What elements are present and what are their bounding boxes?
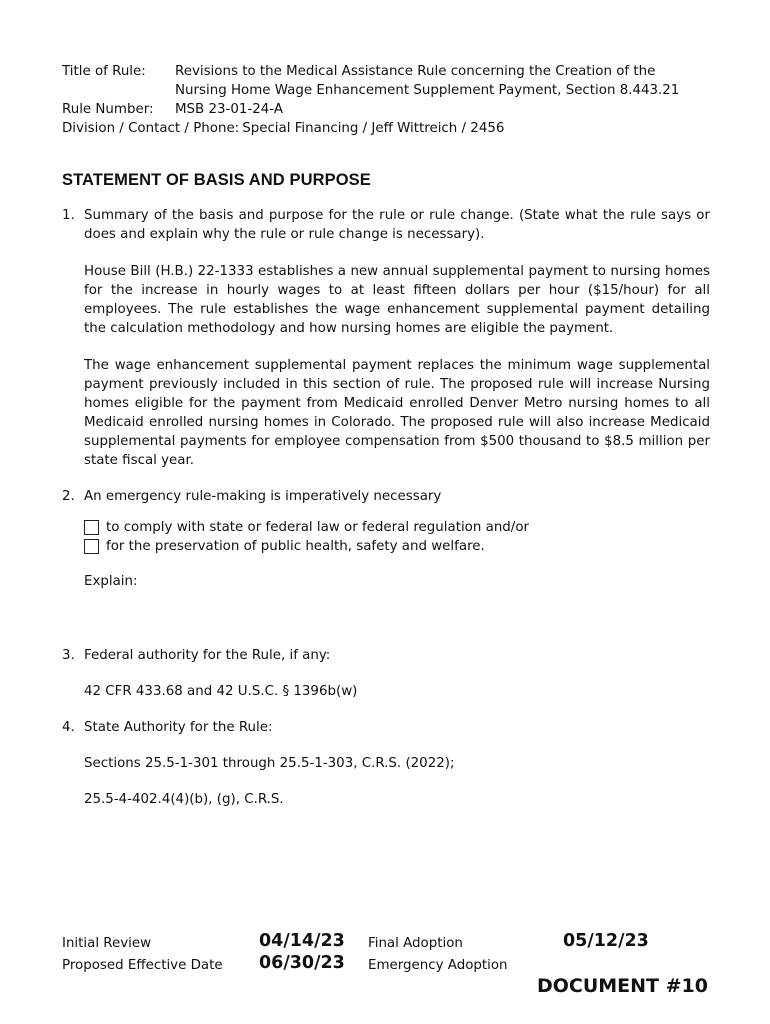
item-text: An emergency rule-making is imperatively necessary <box>84 489 442 504</box>
footer-row <box>62 955 710 977</box>
proposed-effective-label: Proposed Effective Date <box>62 958 223 973</box>
division-row <box>62 119 710 138</box>
document-number: DOCUMENT #10 <box>536 975 708 997</box>
rule-document <box>62 62 710 809</box>
public-health-checkbox[interactable] <box>84 539 99 554</box>
item-text: State Authority for the Rule: <box>84 720 273 735</box>
checkbox-label: to comply with state or federal law or federal regulation and/or <box>106 520 530 535</box>
list-item <box>62 206 710 470</box>
comply-law-checkbox[interactable] <box>84 520 99 535</box>
checkbox-label: for the preservation of public health, safety and welfare. <box>106 539 485 554</box>
list-item <box>62 487 710 635</box>
federal-authority-value: 42 CFR 433.68 and 42 U.S.C. § 1396b(w) <box>84 684 358 699</box>
final-adoption-date: 05/12/23 <box>563 931 649 951</box>
rule-number-row <box>62 100 710 119</box>
paragraph: The wage enhancement supplemental payment replaces the minimum wage supplemental payment previously included in this section of rule. The proposed rule will increase Nursing homes eligible for the payment from Medicaid enrolled Denver Metro nursing homes to all Medicaid enrolled nursing homes in Colorado. The proposed rule will also increase Medicaid supplemental payments for employee compensation from $500 thousand to $8.5 million per state fiscal year. <box>84 358 710 468</box>
title-row <box>62 62 710 100</box>
item-number: 2. <box>62 489 75 504</box>
title-label: Title of Rule: <box>62 64 146 79</box>
item-number: 1. <box>62 208 75 223</box>
state-authority-value: Sections 25.5-1-301 through 25.5-1-303, C.R.S. (2022); <box>84 756 455 771</box>
proposed-effective-date: 06/30/23 <box>259 953 345 973</box>
rule-number-label: Rule Number: <box>62 102 154 117</box>
footer-row <box>62 933 710 955</box>
rule-number-value: MSB 23-01-24-A <box>175 102 283 117</box>
review-dates-footer <box>62 933 710 977</box>
item-text: Summary of the basis and purpose for the rule or rule change. (State what the rule says or does and explain why the rule or rule change is necessary). <box>84 208 710 242</box>
explain-label: Explain: <box>84 574 138 589</box>
item-text: Federal authority for the Rule, if any: <box>84 648 331 663</box>
title-value: Revisions to the Medical Assistance Rule concerning the Creation of the Nursing Home Wage Enhancement Supplement Payment, Section 8.443.21 <box>175 64 680 98</box>
checkbox-row <box>84 518 710 537</box>
state-authority-value: 25.5-4-402.4(4)(b), (g), C.R.S. <box>84 792 284 807</box>
item-number: 3. <box>62 648 75 663</box>
section-heading: STATEMENT OF BASIS AND PURPOSE <box>62 171 371 189</box>
initial-review-label: Initial Review <box>62 936 152 951</box>
list-item <box>62 718 710 809</box>
paragraph: House Bill (H.B.) 22-1333 establishes a new annual supplemental payment to nursing homes for the increase in hourly wages to at least fifteen dollars per hour ($15/hour) for all employees. The rule establishes the wage enhancement supplemental payment detailing the calculation methodology and how nursing homes are eligible the payment. <box>84 264 710 336</box>
list-item <box>62 646 710 701</box>
division-label: Division / Contact / Phone: <box>62 121 240 136</box>
item-number: 4. <box>62 720 75 735</box>
division-value: Special Financing / Jeff Wittreich / 2456 <box>242 121 505 136</box>
emergency-adoption-label: Emergency Adoption <box>368 958 508 973</box>
checkbox-row <box>84 537 710 556</box>
initial-review-date: 04/14/23 <box>259 931 345 951</box>
final-adoption-label: Final Adoption <box>368 936 463 951</box>
